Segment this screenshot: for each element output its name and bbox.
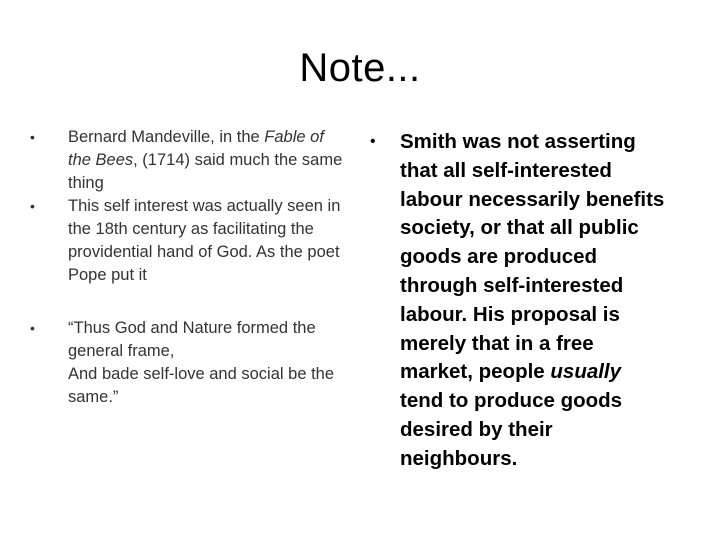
smith-line3: labour necessarily benefits — [400, 187, 665, 211]
smith-line5: goods are produced — [400, 245, 598, 269]
bullet-pope-quote-line4: same.” — [68, 388, 119, 406]
bullet-pope-quote — [30, 317, 380, 409]
smith-line8: merely that in a free — [400, 331, 594, 355]
smith-line7: labour. His proposal is — [400, 302, 620, 326]
smith-line10: tend to produce goods — [400, 389, 623, 413]
bullet-self-interest — [30, 195, 380, 287]
text-italic-usually: usually — [550, 360, 622, 384]
bullet-smith — [370, 128, 680, 474]
smith-line6: through self-interested — [400, 273, 624, 297]
bullet-mandeville — [30, 126, 380, 195]
text-pre: market, people — [400, 360, 551, 384]
smith-line2: that all self-interested — [400, 158, 612, 182]
bullet-mandeville-line2 — [68, 149, 380, 172]
bullet-dot: • — [30, 320, 35, 336]
bullet-dot: • — [370, 133, 376, 150]
text-post: , (1714) said much the same — [133, 151, 343, 169]
left-column — [30, 126, 380, 409]
smith-line9 — [400, 358, 680, 387]
smith-line12: neighbours. — [400, 446, 518, 470]
text-pre: Bernard Mandeville, in the — [68, 128, 265, 146]
smith-line4: society, or that all public — [400, 216, 639, 240]
bullet-pope-quote-line3: And bade self-love and social be the — [68, 365, 335, 383]
bullet-pope-quote-line1: “Thus God and Nature formed the — [68, 319, 316, 337]
bullet-mandeville-line1 — [68, 126, 380, 149]
bullet-pope-quote-line2: general frame, — [68, 342, 175, 360]
smith-line1: Smith was not asserting — [400, 130, 636, 153]
right-column — [370, 128, 680, 474]
bullet-mandeville-line3: thing — [68, 174, 104, 192]
text-italic-fable: Fable of — [264, 128, 324, 146]
slide-title: Note... — [299, 46, 421, 90]
bullet-self-interest-line4: Pope put it — [68, 266, 147, 284]
bullet-self-interest-line2: the 18th century as facilitating the — [68, 220, 314, 238]
text-italic-bees: the Bees — [68, 151, 134, 169]
bullet-dot: • — [30, 129, 35, 145]
bullet-dot: • — [30, 198, 35, 214]
bullet-self-interest-line3: providential hand of God. As the poet — [68, 243, 340, 261]
smith-line11: desired by their — [400, 417, 553, 441]
bullet-self-interest-line1: This self interest was actually seen in — [68, 197, 341, 215]
